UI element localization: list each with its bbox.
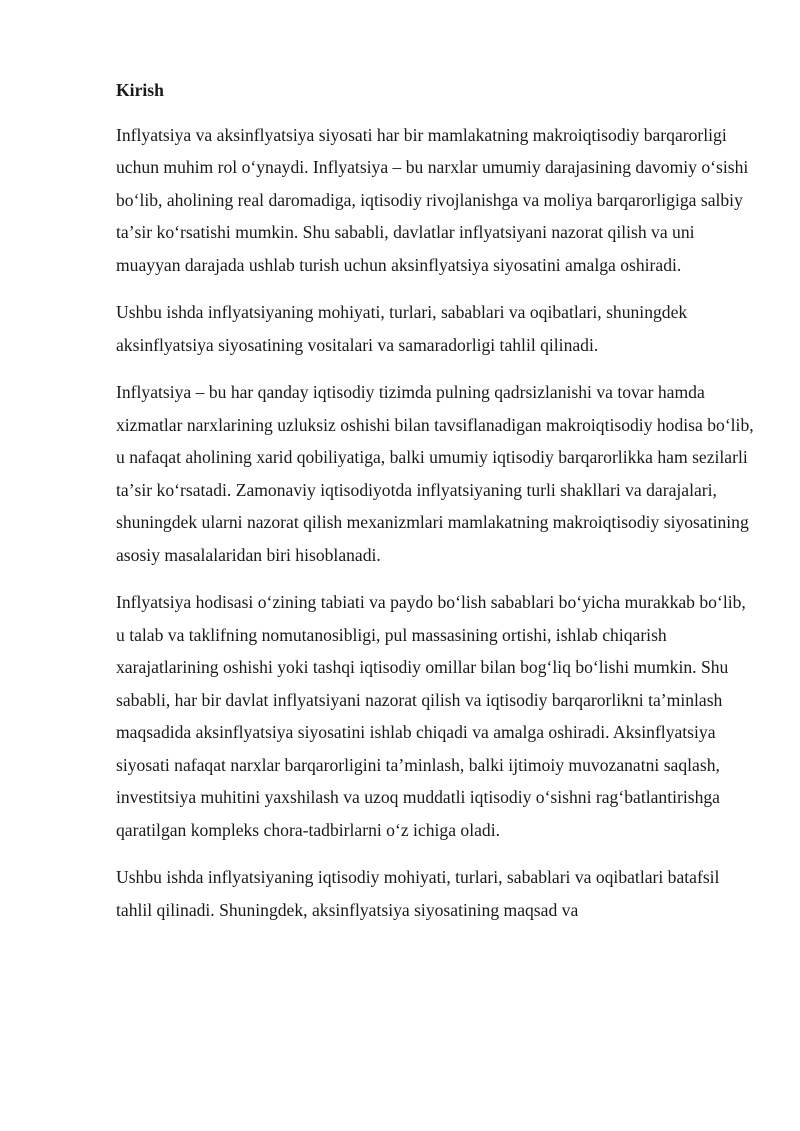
paragraph-2: Ushbu ishda inflyatsiyaning mohiyati, turlari, sabablari va oqibatlari, shuningdek aksinflyatsiya siyosatining vositalari va samaradorligi tahlil qilinadi. bbox=[116, 302, 688, 355]
document-page bbox=[116, 74, 756, 941]
paragraph-4: Inflyatsiya hodisasi oʻzining tabiati va paydo boʻlish sabablari boʻyicha murakkab boʻlib, u talab va taklifning nomutanosibligi, pul massasining ortishi, ishlab chiqarish xarajatlarining oshishi yoki tashqi iqtisodiy omillar bilan bogʻliq boʻlishi mumkin. Shu sababli, har bir davlat inflyatsiyani nazorat qilish va iqtisodiy barqarorlikni taʼminlash maqsadida aksinflyatsiya siyosatini ishlab chiqadi va amalga oshiradi. Aksinflyatsiya siyosati nafaqat narxlar barqarorligini taʼminlash, balki ijtimoiy muvozanatni saqlash, investitsiya muhitini yaxshilash va uzoq muddatli iqtisodiy oʻsishni ragʻbatlantirishga qaratilgan kompleks chora-tadbirlarni oʻz ichiga oladi. bbox=[116, 592, 746, 840]
paragraph-3: Inflyatsiya – bu har qanday iqtisodiy tizimda pulning qadrsizlanishi va tovar hamda xizmatlar narxlarining uzluksiz oshishi bilan tavsiflanadigan makroiqtisodiy hodisa boʻlib, u nafaqat aholining xarid qobiliyatiga, balki umumiy iqtisodiy barqarorlikka ham sezilarli taʼsir koʻrsatadi. Zamonaviy iqtisodiyotda inflyatsiyaning turli shakllari va darajalari, shuningdek ularni nazorat qilish mexanizmlari mamlakatning makroiqtisodiy siyosatining asosiy masalalaridan biri hisoblanadi. bbox=[116, 382, 754, 565]
paragraph-1: Inflyatsiya va aksinflyatsiya siyosati har bir mamlakatning makroiqtisodiy barqarorligi uchun muhim rol oʻynaydi. Inflyatsiya – bu narxlar umumiy darajasining davomiy oʻsishi boʻlib, aholining real daromadiga, iqtisodiy rivojlanishga va moliya barqarorligiga salbiy taʼsir koʻrsatishi mumkin. Shu sababli, davlatlar inflyatsiyani nazorat qilish va uni muayyan darajada ushlab turish uchun aksinflyatsiya siyosatini amalga oshiradi. bbox=[116, 124, 749, 275]
paragraph-5: Ushbu ishda inflyatsiyaning iqtisodiy mohiyati, turlari, sabablari va oqibatlari batafsil tahlil qilinadi. Shuningdek, aksinflyatsiya siyosatining maqsad va bbox=[116, 867, 720, 920]
section-heading: Kirish bbox=[116, 80, 164, 100]
